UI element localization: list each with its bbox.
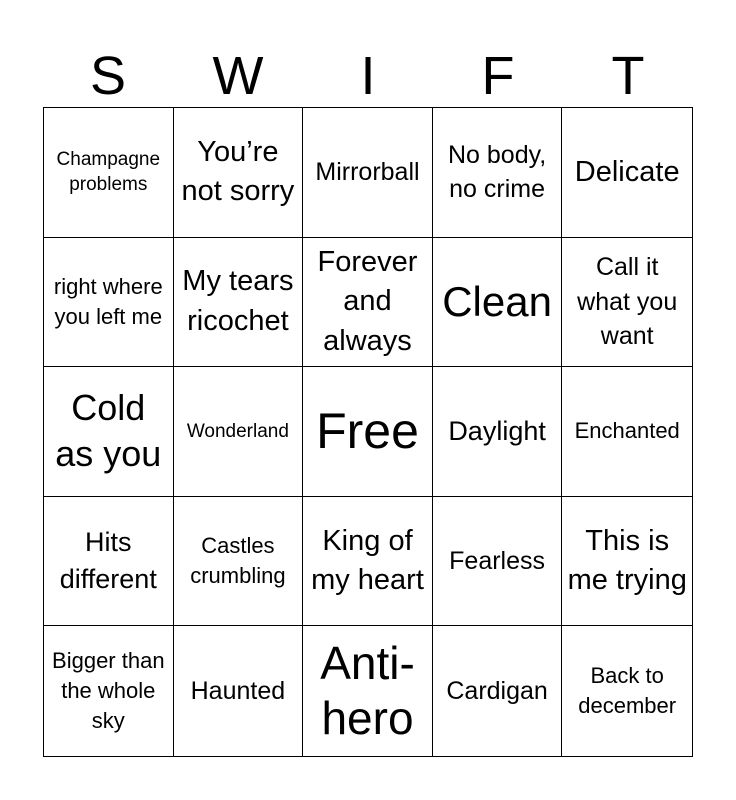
bingo-cell-r4c2[interactable] — [174, 497, 304, 627]
bingo-cell-text: Bigger than the whole sky — [52, 647, 165, 734]
bingo-cell-text: Cold as you — [55, 386, 162, 475]
bingo-cell-text: Cardigan — [446, 676, 548, 705]
bingo-cell-text: Back to december — [578, 662, 677, 719]
bingo-cell-r2c2[interactable] — [174, 238, 304, 368]
bingo-cell-text: My tears ricochet — [182, 265, 294, 337]
header-letter-f: F — [481, 46, 515, 106]
bingo-cell-text: No body, no crime — [447, 140, 547, 204]
bingo-cell-free[interactable] — [303, 367, 433, 497]
bingo-board — [43, 107, 693, 757]
bingo-cell-r2c3[interactable] — [303, 238, 433, 368]
bingo-cell-r4c5[interactable] — [562, 497, 692, 627]
bingo-cell-r5c5[interactable] — [562, 626, 692, 756]
bingo-cell-r2c5[interactable] — [562, 238, 692, 368]
bingo-cell-r1c3[interactable] — [303, 108, 433, 238]
bingo-cell-text: Champagne problems — [56, 149, 161, 196]
bingo-cell-r1c4[interactable] — [433, 108, 563, 238]
bingo-cell-text: Clean — [442, 277, 552, 325]
header-letter-s: S — [89, 46, 127, 106]
bingo-cell-r2c1[interactable] — [44, 238, 174, 368]
bingo-cell-r3c4[interactable] — [433, 367, 563, 497]
bingo-cell-text: Fearless — [449, 546, 546, 575]
bingo-cell-r1c2[interactable] — [174, 108, 304, 238]
bingo-cell-text: You’re not sorry — [181, 135, 295, 208]
bingo-cell-text: King of my heart — [311, 524, 424, 597]
bingo-cell-r2c4[interactable] — [433, 238, 563, 368]
header-letter-w: W — [212, 46, 264, 106]
bingo-cell-r4c1[interactable] — [44, 497, 174, 627]
bingo-cell-r5c1[interactable] — [44, 626, 174, 756]
bingo-cell-r5c3[interactable] — [303, 626, 433, 756]
bingo-cell-text: Haunted — [190, 676, 286, 705]
bingo-cell-text: Call it what you want — [577, 253, 678, 351]
bingo-cell-text: This is me trying — [567, 524, 687, 597]
bingo-cell-text: Wonderland — [186, 420, 289, 442]
bingo-cell-text: Hits different — [59, 526, 157, 595]
bingo-cell-r3c2[interactable] — [174, 367, 304, 497]
bingo-cell-text: right where you left me — [53, 273, 163, 329]
bingo-cell-text: Daylight — [448, 415, 546, 446]
bingo-cell-text: Enchanted — [574, 418, 680, 444]
bingo-cell-text: Free — [316, 403, 419, 460]
bingo-header — [43, 46, 693, 106]
bingo-cell-r4c4[interactable] — [433, 497, 563, 627]
header-letter-t: T — [611, 46, 645, 106]
bingo-cell-r3c5[interactable] — [562, 367, 692, 497]
header-letter-i: I — [360, 46, 376, 106]
bingo-cell-r1c5[interactable] — [562, 108, 692, 238]
bingo-cell-text: Anti-hero — [320, 637, 415, 745]
bingo-cell-text: Castles crumbling — [190, 532, 286, 589]
bingo-cell-r3c1[interactable] — [44, 367, 174, 497]
bingo-cell-r5c2[interactable] — [174, 626, 304, 756]
bingo-cell-r4c3[interactable] — [303, 497, 433, 627]
bingo-cell-r5c4[interactable] — [433, 626, 563, 756]
bingo-cell-text: Mirrorball — [315, 158, 420, 187]
bingo-cell-r1c1[interactable] — [44, 108, 174, 238]
bingo-cell-text: Forever and always — [317, 245, 418, 357]
bingo-cell-text: Delicate — [574, 155, 680, 188]
